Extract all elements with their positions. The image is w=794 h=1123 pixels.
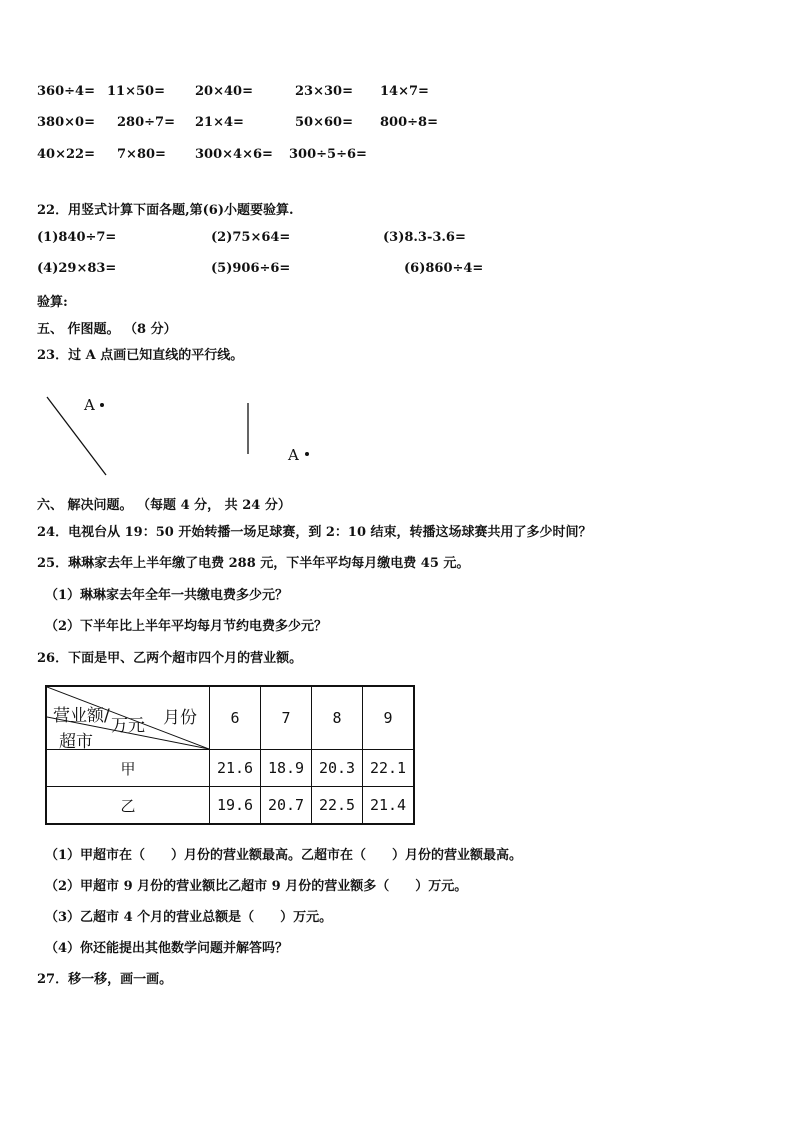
q22-item: (6)860÷4=	[404, 261, 484, 276]
sales-value: 20.3	[312, 750, 363, 787]
q25-sub2: （2）下半年比上半年平均每月节约电费多少元？	[45, 619, 328, 634]
table-header-row	[46, 686, 414, 750]
oral-calc-item: 11×50=	[107, 84, 165, 99]
q23-title: 23．过 A 点画已知直线的平行线。	[37, 348, 244, 363]
sales-value: 22.1	[363, 750, 415, 787]
oral-calc-item: 300÷5÷6=	[289, 147, 367, 162]
q22-item: (4)29×83=	[37, 261, 117, 276]
section6-title: 六、 解决问题。 （每题 4 分， 共 24 分）	[37, 498, 291, 513]
q26-sub2: （2）甲超市 9 月份的营业额比乙超市 9 月份的营业额多（ ）万元。	[45, 879, 468, 894]
q22-item: (1)840÷7=	[37, 230, 117, 245]
oral-calc-item: 21×4=	[195, 115, 244, 130]
section5-title: 五、 作图题。 （8 分）	[37, 322, 177, 337]
corner-label-unit: 万元	[111, 716, 145, 736]
sales-table	[45, 685, 415, 825]
oral-calc-item: 14×7=	[380, 84, 429, 99]
oral-calc-item: 800÷8=	[380, 115, 438, 130]
month-header: 6	[210, 686, 261, 750]
q27-text: 27．移一移，画一画。	[37, 972, 173, 987]
q26-text: 26．下面是甲、乙两个超市四个月的营业额。	[37, 651, 303, 666]
corner-label-month: 月份	[163, 708, 197, 728]
q26-sub4: （4）你还能提出其他数学问题并解答吗？	[45, 941, 289, 956]
corner-label-sales: 营业额/	[53, 706, 110, 726]
sales-value: 21.6	[210, 750, 261, 787]
sales-value: 19.6	[210, 787, 261, 825]
sales-value: 18.9	[261, 750, 312, 787]
oral-calc-item: 20×40=	[195, 84, 253, 99]
oral-calc-item: 23×30=	[295, 84, 353, 99]
oral-calc-item: 360÷4=	[37, 84, 95, 99]
table-corner-cell	[46, 686, 210, 750]
table-row	[46, 787, 414, 825]
q22-item: (2)75×64=	[211, 230, 291, 245]
oral-calc-item: 280÷7=	[117, 115, 175, 130]
table-row	[46, 750, 414, 787]
month-header: 8	[312, 686, 363, 750]
month-header: 7	[261, 686, 312, 750]
oral-calc-item: 40×22=	[37, 147, 95, 162]
market-name: 乙	[46, 787, 210, 825]
q22-check-label: 验算:	[37, 295, 68, 310]
q22-item: (5)906÷6=	[211, 261, 291, 276]
q24-text: 24．电视台从 19：50 开始转播一场足球赛，到 2：10 结束，转播这场球赛共用了多少时间？	[37, 525, 592, 540]
q26-sub3: （3）乙超市 4 个月的营业总额是（ ）万元。	[45, 910, 333, 925]
oral-calc-item: 50×60=	[295, 115, 353, 130]
sales-value: 22.5	[312, 787, 363, 825]
sales-value: 21.4	[363, 787, 415, 825]
point-a-label: A	[288, 446, 299, 464]
oral-calc-item: 300×4×6=	[195, 147, 273, 162]
point-a-label: A	[84, 396, 95, 414]
q22-title: 22．用竖式计算下面各题,第(6)小题要验算.	[37, 203, 294, 218]
oral-calc-item: 380×0=	[37, 115, 95, 130]
point-a-dot	[305, 452, 309, 456]
q25-text: 25．琳琳家去年上半年缴了电费 288 元，下半年平均每月缴电费 45 元。	[37, 556, 470, 571]
market-name: 甲	[46, 750, 210, 787]
q26-sub1: （1）甲超市在（ ）月份的营业额最高。乙超市在（ ）月份的营业额最高。	[45, 848, 523, 863]
sales-value: 20.7	[261, 787, 312, 825]
q25-sub1: （1）琳琳家去年全年一共缴电费多少元？	[45, 588, 289, 603]
q22-item: (3)8.3-3.6=	[383, 230, 466, 245]
oral-calc-item: 7×80=	[117, 147, 166, 162]
point-a-dot	[100, 403, 104, 407]
given-line-diagonal	[47, 397, 106, 475]
month-header: 9	[363, 686, 415, 750]
corner-label-market: 超市	[59, 732, 93, 752]
